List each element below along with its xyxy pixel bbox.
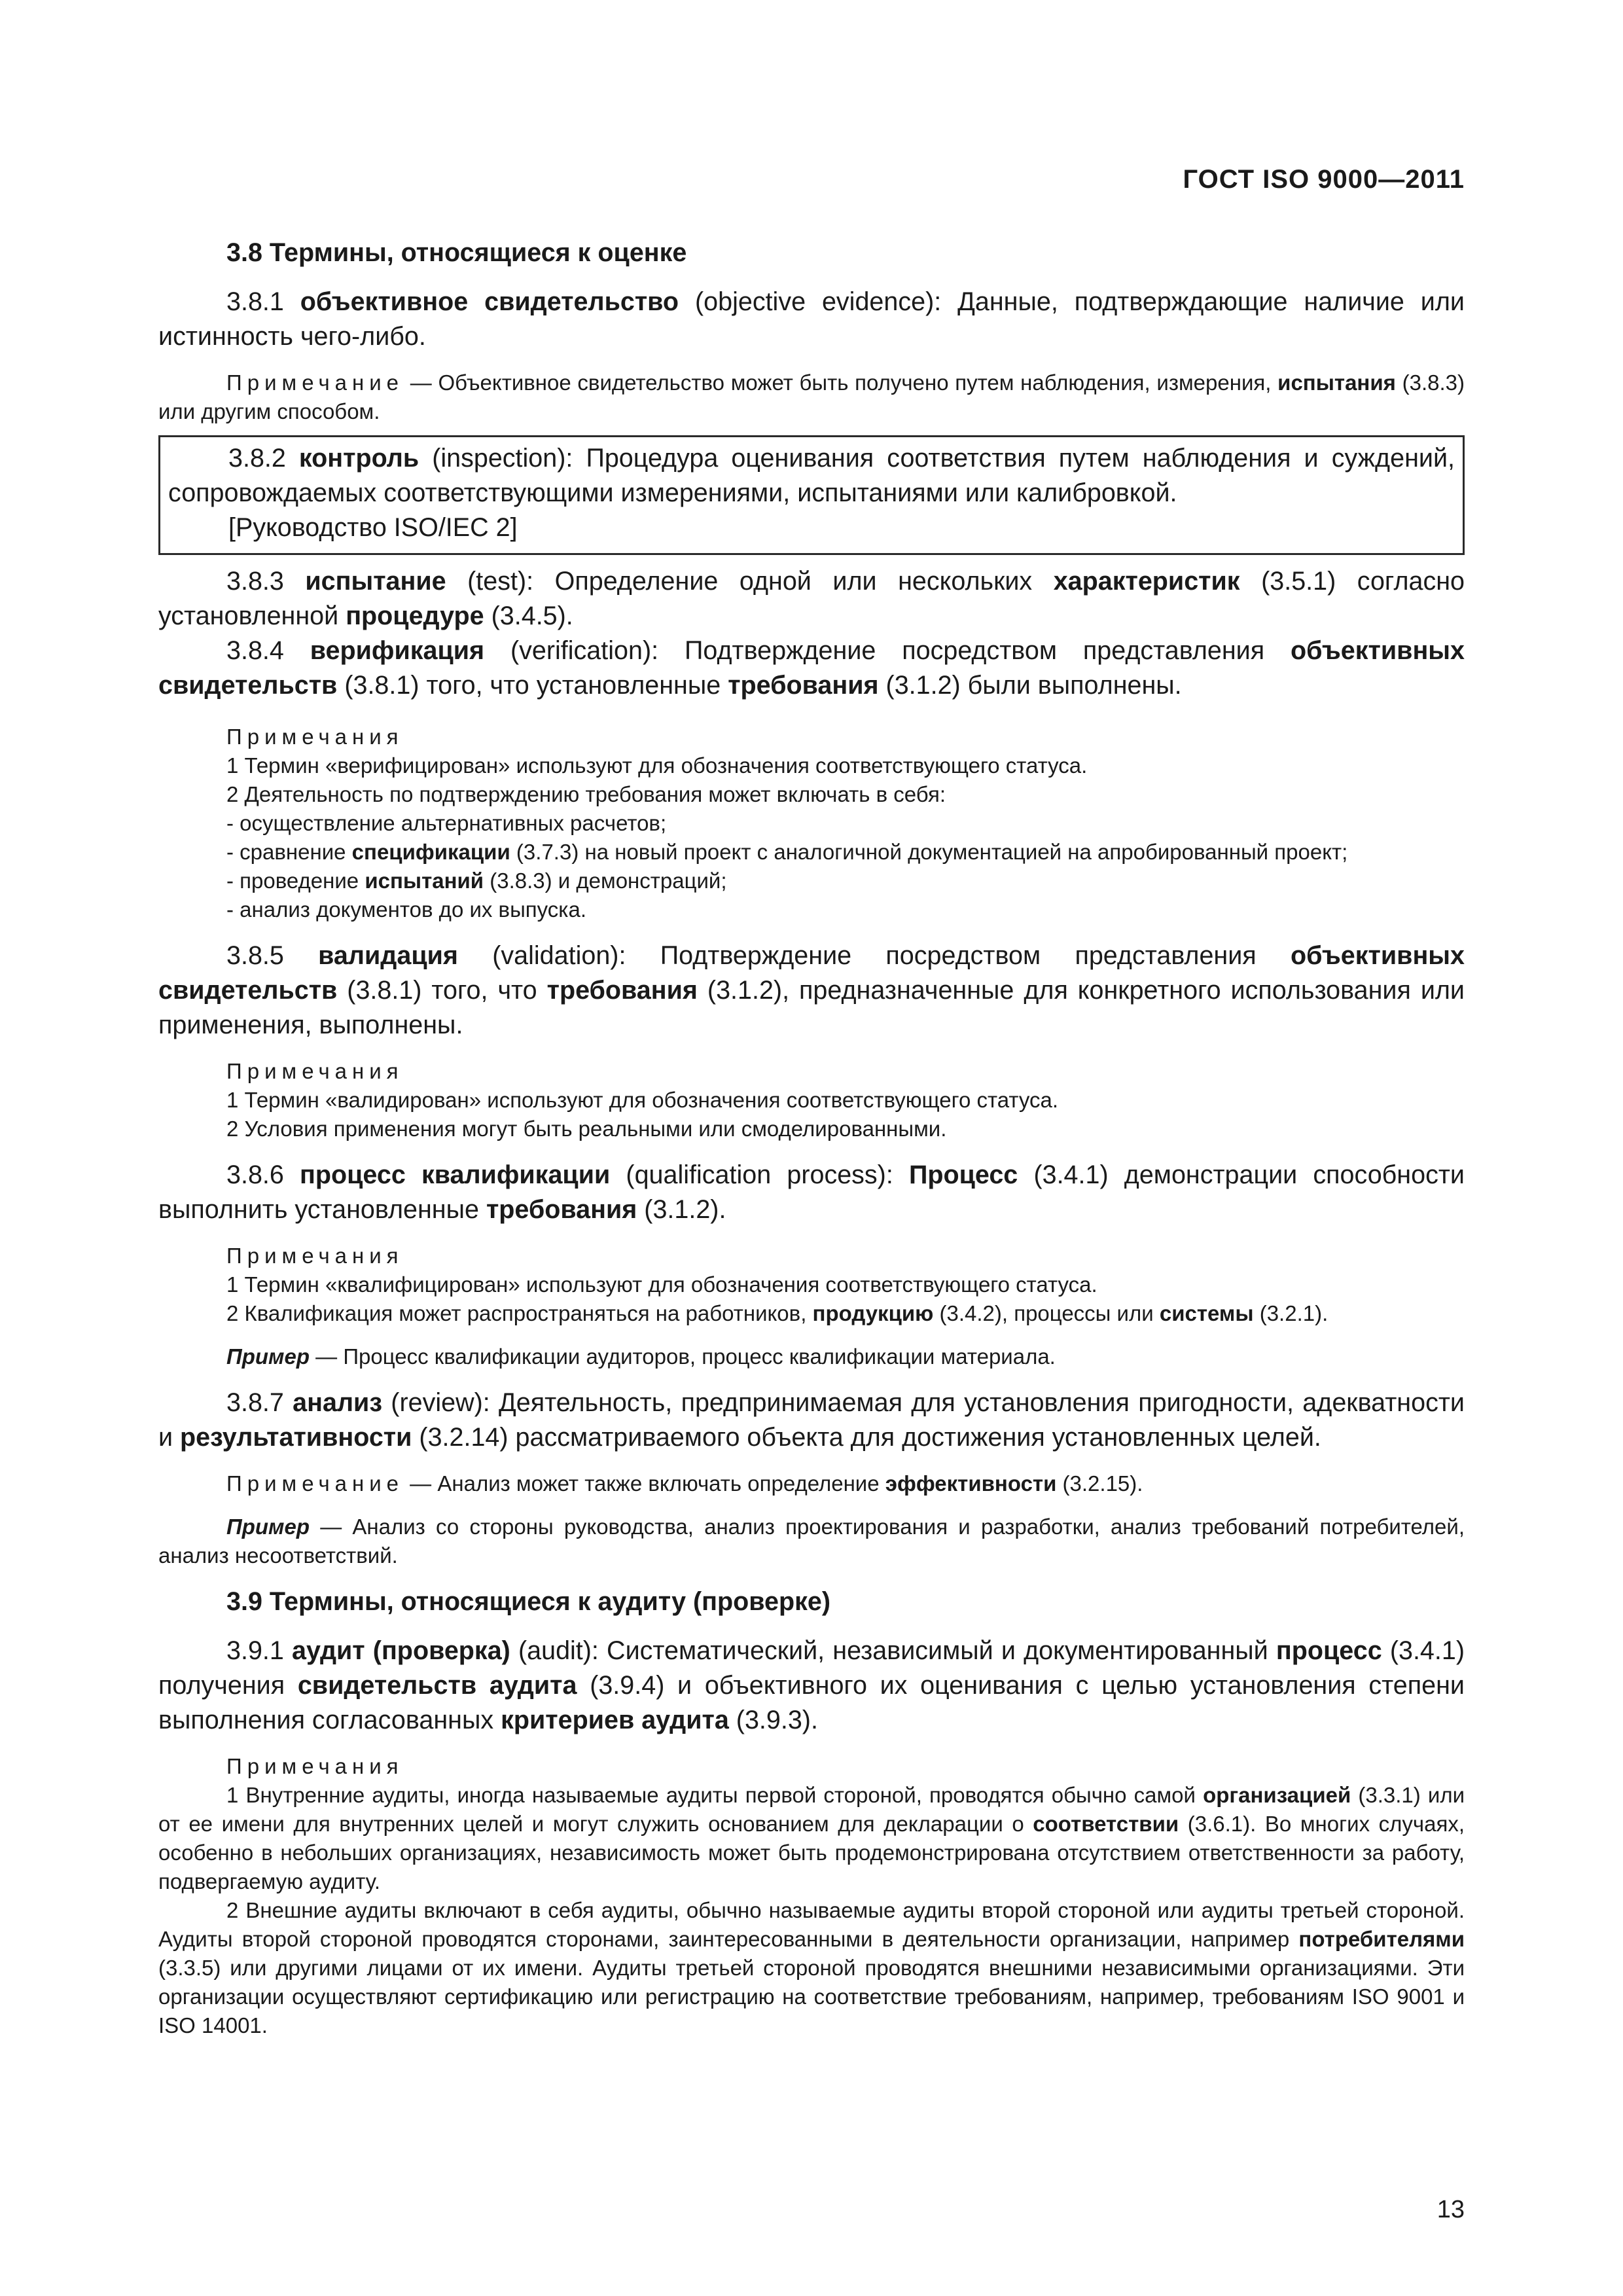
notes-3-8-4 xyxy=(158,723,1465,924)
note-line: 2 Условия применения могут быть реальными или смоделированными. xyxy=(226,1117,947,1141)
notes-3-8-5 xyxy=(158,1057,1465,1143)
term-3-8-2: 3.8.2 контроль (inspection): Процедура оценивания соответствия путем наблюдения и суждений, сопровождаемых соответствующими измерениями, испытаниями или калибровкой. xyxy=(168,444,1455,507)
term-3-8-4: 3.8.4 верификация (verification): Подтверждение посредством представления объективных свидетельств (3.8.1) того, что установленные требования (3.1.2) были выполнены. xyxy=(158,636,1465,700)
term-3-8-3: 3.8.3 испытание (test): Определение одной или нескольких характеристик (3.5.1) согласно установленной процедуре (3.4.5). xyxy=(158,567,1465,630)
note-line: 1 Термин «квалифицирован» используют для обозначения соответствующего статуса. xyxy=(226,1272,1097,1297)
note-paragraph: 1 Внутренние аудиты, иногда называемые аудиты первой стороной, проводятся обычно самой организацией (3.3.1) или от ее имени для внутренних целей и могут служить основанием для декларации о соответствии (3.6.1). Во многих случаях, особенно в небольших организациях, независимость может быть продемонстрирована отсутствием ответственности за работу, подвергаемую аудиту. xyxy=(158,1783,1465,1893)
section-heading-3-9: 3.9 Термины, относящиеся к аудиту (проверке) xyxy=(226,1587,831,1616)
note-3-8-1: Примечание — Объективное свидетельство может быть получено путем наблюдения, измерения, испытания (3.8.3) или другим способом. xyxy=(158,370,1465,423)
term-3-9-1: 3.9.1 аудит (проверка) (audit): Систематический, независимый и документированный процесс (3.4.1) получения свидетельств аудита (3.9.4) и объективного их оценивания с целью установления степени выполнения согласованных критериев аудита (3.9.3). xyxy=(158,1636,1465,1734)
note-line: 1 Термин «валидирован» используют для обозначения соответствующего статуса. xyxy=(226,1088,1058,1112)
section-heading-3-8: 3.8 Термины, относящиеся к оценке xyxy=(226,238,687,267)
note-3-8-7: Примечание — Анализ может также включать определение эффективности (3.2.15). xyxy=(226,1471,1143,1496)
term-3-8-5: 3.8.5 валидация (validation): Подтверждение посредством представления объективных свидетельств (3.8.1) того, что требования (3.1.2), предназначенные для конкретного использования или применения, выполнены. xyxy=(158,941,1465,1039)
term-3-8-7: 3.8.7 анализ (review): Деятельность, предпринимаемая для установления пригодности, адекватности и результативности (3.2.14) рассматриваемого объекта для достижения установленных целей. xyxy=(158,1388,1465,1452)
notes-label: Примечания xyxy=(226,725,404,749)
term-3-8-6: 3.8.6 процесс квалификации (qualification process): Процесс (3.4.1) демонстрации способности выполнить установленные требования (3.1.2). xyxy=(158,1160,1465,1224)
note-line: 1 Термин «верифицирован» используют для обозначения соответствующего статуса. xyxy=(226,753,1088,778)
note-line: - проведение испытаний (3.8.3) и демонстраций; xyxy=(226,869,727,893)
document-header: ГОСТ ISO 9000—2011 xyxy=(1183,165,1465,194)
note-line: - анализ документов до их выпуска. xyxy=(226,897,586,922)
note-line: - сравнение спецификации (3.7.3) на новый проект с аналогичной документацией на апробированный проект; xyxy=(226,840,1348,864)
page-content xyxy=(158,236,1465,2040)
example-3-8-6: Пример — Процесс квалификации аудиторов, процесс квалификации материала. xyxy=(226,1344,1056,1369)
note-line: - осуществление альтернативных расчетов; xyxy=(226,811,667,835)
note-paragraph: 2 Внешние аудиты включают в себя аудиты, обычно называемые аудиты второй стороной или аудиты третьей стороной. Аудиты второй стороной проводятся сторонами, заинтересованными в деятельности организации, например потребителями (3.3.5) или другими лицами от их имени. Аудиты третьей стороной проводятся внешними независимыми организациями. Эти организации осуществляют сертификацию или регистрацию на соответствие требованиям, например, требованиям ISO 9001 и ISO 14001. xyxy=(158,1898,1465,2037)
notes-label: Примечания xyxy=(226,1754,404,1778)
notes-label: Примечания xyxy=(226,1059,404,1083)
note-line: 2 Квалификация может распространяться на работников, продукцию (3.4.2), процессы или системы (3.2.1). xyxy=(226,1301,1329,1325)
notes-3-9-1 xyxy=(158,1752,1465,2040)
notes-3-8-6 xyxy=(158,1242,1465,1328)
term-box-3-8-2 xyxy=(158,435,1465,555)
term-3-8-2-reference: [Руководство ISO/IEC 2] xyxy=(228,513,518,542)
note-line: 2 Деятельность по подтверждению требования может включать в себя: xyxy=(226,782,946,806)
term-3-8-1: 3.8.1 объективное свидетельство (objective evidence): Данные, подтверждающие наличие или истинность чего-либо. xyxy=(158,287,1465,351)
example-3-8-7: Пример — Анализ со стороны руководства, анализ проектирования и разработки, анализ требований потребителей, анализ несоответствий. xyxy=(158,1515,1465,1568)
notes-label: Примечания xyxy=(226,1244,404,1268)
page-number: 13 xyxy=(1436,2196,1465,2223)
